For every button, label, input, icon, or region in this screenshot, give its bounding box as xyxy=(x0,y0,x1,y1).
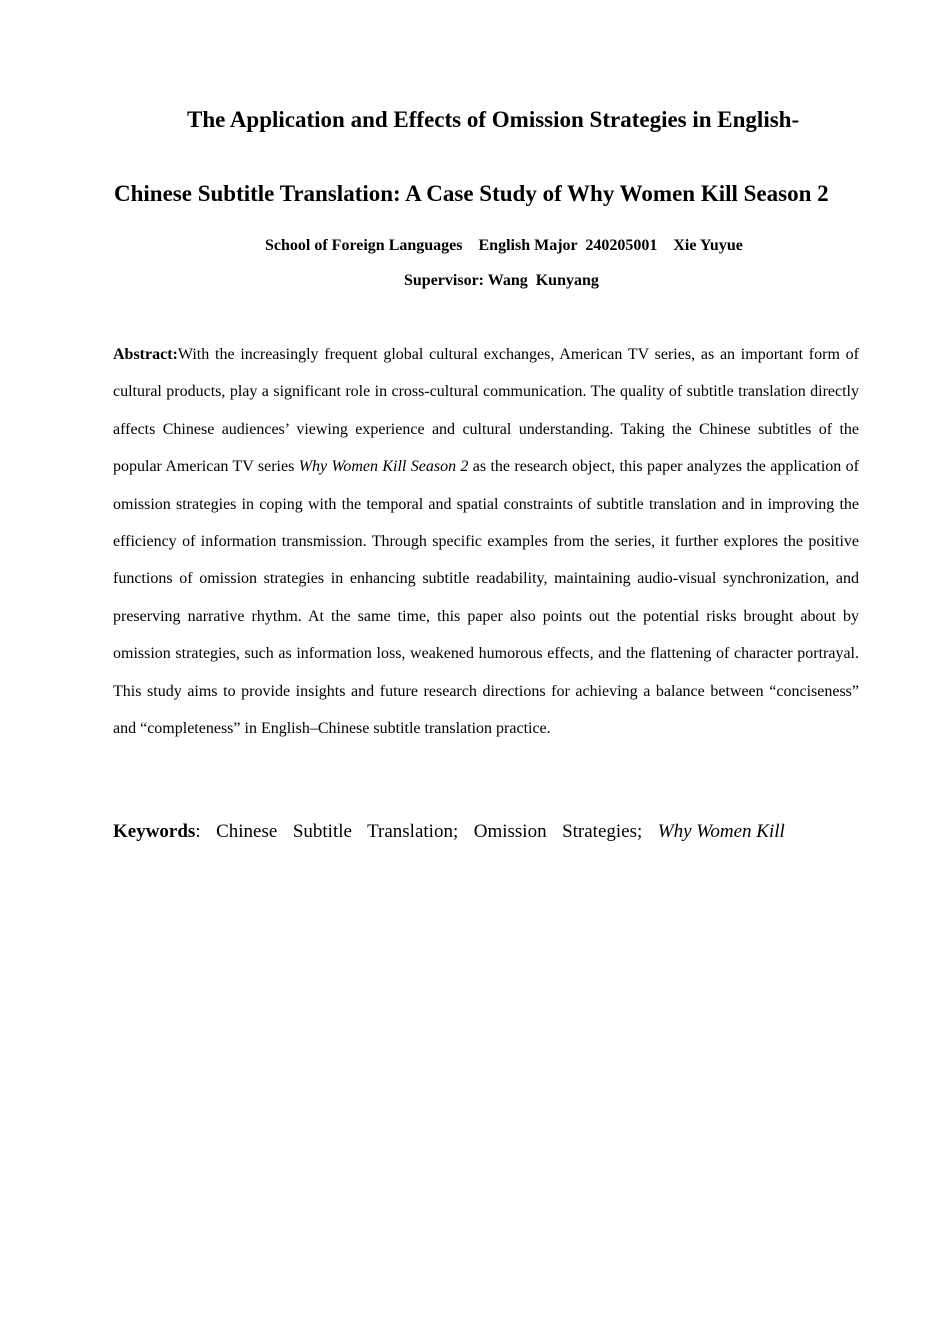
abstract-paragraph xyxy=(113,336,859,747)
abstract-label: Abstract: xyxy=(113,346,178,363)
keywords-label: Keywords xyxy=(113,821,196,842)
paper-title-line-2: Chinese Subtitle Translation: A Case Study of Why Women Kill Season 2 xyxy=(114,181,829,206)
abstract-text-after: as the research object, this paper analyzes the application of omission strategies in coping with the temporal and spatial constraints of subtitle translation and in improving the efficiency of information transmission. Through specific examples from the series, it further explores the positive functions of omission strategies in enhancing subtitle readability, maintaining audio-visual synchronization, and preserving narrative rhythm. At the same time, this paper also points out the potential risks brought about by omission strategies, such as information loss, weakened humorous effects, and the flattening of character portrayal. This study aims to provide insights and future research directions for achieving a balance between “conciseness” and “completeness” in English–Chinese subtitle translation practice. xyxy=(113,458,860,738)
paper-title-line-1: The Application and Effects of Omission Strategies in English- xyxy=(187,107,800,132)
abstract-series-title: Why Women Kill Season 2 xyxy=(298,458,469,476)
supervisor-info: Supervisor: Wang Kunyang xyxy=(404,272,599,289)
keywords-line xyxy=(113,820,785,844)
keywords-italic: Why Women Kill xyxy=(657,821,785,842)
keywords-text: : Chinese Subtitle Translation; Omission Strategies; xyxy=(195,821,658,842)
author-info: School of Foreign Languages English Major 240205001 Xie Yuyue xyxy=(265,237,743,254)
abstract-text-before: With the increasingly frequent global cultural exchanges, American TV series, as an important form of cultural products, play a significant role in cross-cultural communication. The quality of subtitle translation directly affects Chinese audiences’ viewing experience and cultural understanding. Taking the Chinese subtitles of the popular American TV series xyxy=(113,346,859,476)
